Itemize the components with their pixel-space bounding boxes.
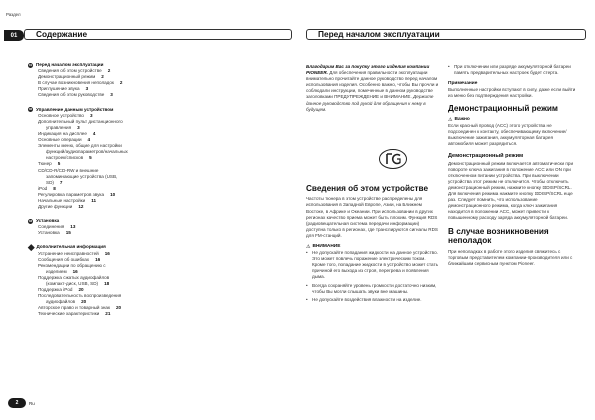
right-bullet: • При отключении или разряде аккумуляторной батареи память предварительных настроек будет стерта.: [448, 64, 578, 76]
caution-item: • Не допускайте попадания жидкости на данное устройство. Это может повлечь поражение электрическим током. Кроме того, попадание жидкости в устройство может стать причиной его выхода из строя, перегрева и появления дыма.: [306, 250, 440, 280]
about-title: Сведения об этом устройстве: [306, 183, 429, 193]
table-of-contents: [28, 62, 196, 326]
toc-item-page: 4: [92, 130, 96, 136]
intro-paragraph: [306, 64, 440, 113]
demo-text: Демонстрационный режим включается автоматически при повороте ключа зажигания в положение ACC или ON при отключенном питании устройства. При выключении устройства этот режим не отключится. Чтобы отключить демонстрационный режим, нажмите кнопку ⊡DISP/SCRL. Для включения режима нажмите кнопку ⊡DISP/SCRL еще раз. Следует помнить, что использование демонстрационного режима, когда ключ зажигания находится в положении ACC, может привести к повышенному расходу заряда аккумуляторной батареи.: [448, 160, 574, 221]
toc-item-title: Демонстрационный режим: [38, 74, 96, 80]
footer: [8, 398, 35, 408]
toc-heading-title: Установка: [36, 218, 60, 224]
toc-item-page: 16: [72, 268, 78, 274]
toc-heading-title: Перед началом эксплуатации: [36, 62, 104, 67]
header-left: [24, 26, 292, 42]
toc-item-page: 20: [115, 305, 122, 311]
toc-item-title: Дополнительный пульт дистанционного: [38, 118, 123, 124]
toc-item-title: Основные операции: [38, 137, 82, 143]
toc-item-title: Другие функции: [38, 204, 73, 210]
toc-group: [28, 62, 196, 99]
toc-item-title: Сведения об этом устройстве: [38, 68, 102, 74]
toc-item-title: Последовательность воспроизведения: [38, 293, 122, 299]
toc-item-page: 4: [87, 137, 91, 143]
toc-item-page: 5: [57, 161, 61, 167]
intro-text: Для обеспечения правильности эксплуатации внимательно прочитайте данное руководство перед началом использования изделия. Особенно важно, чтобы Вы прочли и соблюдали инструкции, помеченные в данном руководстве заголовками ПРЕДУПРЕЖДЕНИЕ и ВНИМАНИЕ.: [306, 70, 439, 100]
note-title: Примечание: [448, 81, 478, 87]
page-tab: 01: [4, 30, 24, 41]
note-text: Выполненные настройки вступают в силу, даже если выйти из меню без подтверждения настройки.: [448, 87, 576, 99]
toc-item[interactable]: [36, 92, 196, 98]
caution-item: • Всегда сохраняйте уровень громкости достаточно низким, чтобы Вы могли слышать звуки вне машины.: [306, 283, 440, 295]
toc-item-title: iPod: [38, 185, 48, 191]
caution-list: [306, 250, 440, 303]
toc-item-title: Сообщения об ошибках: [38, 256, 90, 262]
toc-item-title: управления: [46, 124, 72, 130]
header-right-title: Перед началом эксплуатации: [318, 29, 440, 39]
trouble-title: В случае возникновения неполадок: [448, 226, 549, 246]
toc-item-page: 3: [110, 92, 113, 98]
section-label: Раздел: [6, 12, 21, 17]
toc-item-title: Индикация на дисплее: [38, 130, 87, 136]
toc-item-title: Основное устройство: [38, 112, 84, 118]
toc-item-page: 16: [104, 250, 110, 256]
eac-certification-logo: [378, 148, 408, 170]
toc-item-page: 7: [59, 179, 63, 185]
toc-item-title: Рекомендации по обращению с: [38, 262, 106, 268]
toc-item-page: 13: [70, 224, 76, 230]
page-number: 2: [8, 398, 26, 408]
toc-item-page: 21: [105, 311, 111, 317]
toc-item-title: Сведения об этом руководстве: [38, 92, 105, 98]
toc-item-title: Элементы меню, общие для настройки: [38, 143, 122, 149]
intro-bold: Благодарим Вас за покупку этого изделия компании PIONEER.: [306, 64, 430, 76]
warning-icon: ⚠: [306, 244, 311, 250]
toc-section-number: 03: [28, 218, 33, 223]
header-left-title: Содержание: [36, 29, 88, 39]
toc-item-page: 12: [78, 204, 84, 210]
toc-item-title: настроек/списков: [46, 155, 84, 161]
intro-em: Держите данное руководство под рукой для обращения к нему в будущем.: [306, 94, 434, 112]
toc-item-page: 8: [53, 185, 56, 191]
toc-item-page: 11: [91, 197, 97, 203]
toc-item[interactable]: [36, 230, 196, 236]
toc-item-title: функций/аудиопараметров/начальных: [46, 149, 128, 155]
toc-group: [28, 106, 196, 211]
toc-item-page: 2: [119, 80, 123, 86]
toc-item[interactable]: [36, 311, 196, 317]
toc-item-page: 3: [77, 124, 80, 130]
logo-spacer: [306, 118, 440, 180]
toc-item-title: CD/CD-R/CD-RW и внешние: [38, 167, 99, 173]
important-text: Если красный провод (ACC) этого устройства не подсоединен к контакту, обеспечивающему включение/выключение зажигания, аккумуляторная батарея автомобиля может разрядиться.: [448, 123, 567, 147]
toc-item-title: Приглушение звука: [38, 86, 80, 92]
toc-item-title: В случае возникновения неполадок: [38, 80, 114, 86]
toc-heading-title: Дополнительная информация: [36, 244, 106, 250]
toc-item[interactable]: [36, 204, 196, 210]
toc-item-title: Поддержка сжатых аудиофайлов: [38, 274, 110, 280]
demo-subtitle: Демонстрационный режим: [448, 152, 524, 159]
toc-item-page: 10: [110, 191, 116, 197]
toc-item-title: запоминающие устройства (USB,: [46, 173, 118, 179]
toc-item-page: 15: [65, 230, 71, 236]
header-right: [306, 26, 586, 42]
toc-item-page: 2: [101, 74, 104, 80]
toc-item-title: SD): [46, 179, 54, 185]
toc-section-number: 01: [28, 62, 33, 67]
demo-title: Демонстрационный режим: [448, 104, 558, 114]
toc-item-title: Устранение неисправностей: [38, 250, 99, 256]
toc-item-page: 3: [90, 112, 93, 118]
toc-item-page: 20: [81, 299, 87, 305]
toc-item-title: Установка: [38, 230, 60, 236]
toc-item-title: Начальные настройки: [38, 197, 86, 203]
toc-heading-title: Управление данным устройством: [36, 106, 114, 112]
caution-title: ВНИМАНИЕ: [312, 244, 341, 249]
middle-column: [306, 64, 440, 305]
toc-item-title: Соединения: [38, 224, 65, 230]
toc-item-page: 20: [78, 287, 84, 293]
toc-item-title: Технические характеристики: [38, 311, 100, 317]
language-code: Ru: [29, 400, 35, 406]
toc-item-title: Тюнер: [38, 161, 52, 167]
toc-item-title: аудиофайлов: [46, 299, 76, 305]
toc-item-page: 16: [95, 256, 101, 262]
about-text: Частоты тюнера в этом устройстве распределены для использования в Западной Европе, Азии, на Ближнем Востоке, в Африке и Океании. При использовании в других регионах качество приема может быть плохим. Функция RDS (радиовещательная система передачи информации) доступна только в регионах, где транслируются сигналы RDS для FM-станций.: [306, 196, 438, 238]
toc-group: [28, 218, 196, 236]
right-column: [448, 64, 578, 272]
important-icon: ⚠: [448, 117, 453, 124]
toc-item-title: изделием: [46, 268, 67, 274]
toc-item-title: Поддержка iPod: [38, 287, 73, 293]
toc-group: [36, 244, 196, 317]
diamond-icon: [28, 244, 34, 250]
toc-item-title: Авторское право и товарный знак: [38, 305, 110, 311]
caution-item: • Не допускайте воздействия влажности на изделие.: [306, 297, 440, 303]
toc-item-page: 18: [104, 281, 110, 286]
toc-item-title: Регулировка параметров звука: [38, 191, 105, 197]
toc-item-page: 3: [85, 86, 89, 92]
toc-item-page: 5: [89, 155, 92, 161]
trouble-text: При неполадках в работе этого изделия свяжитесь с торговым представителем компании-производителя или с ближайшим сервисным пунктом Pioneer.: [448, 248, 573, 266]
important-title: Важно: [454, 117, 470, 123]
toc-section-number: 02: [28, 107, 33, 112]
toc-item-page: 2: [107, 68, 111, 74]
toc-item-title: (компакт-диск, USB, SD): [46, 281, 99, 286]
